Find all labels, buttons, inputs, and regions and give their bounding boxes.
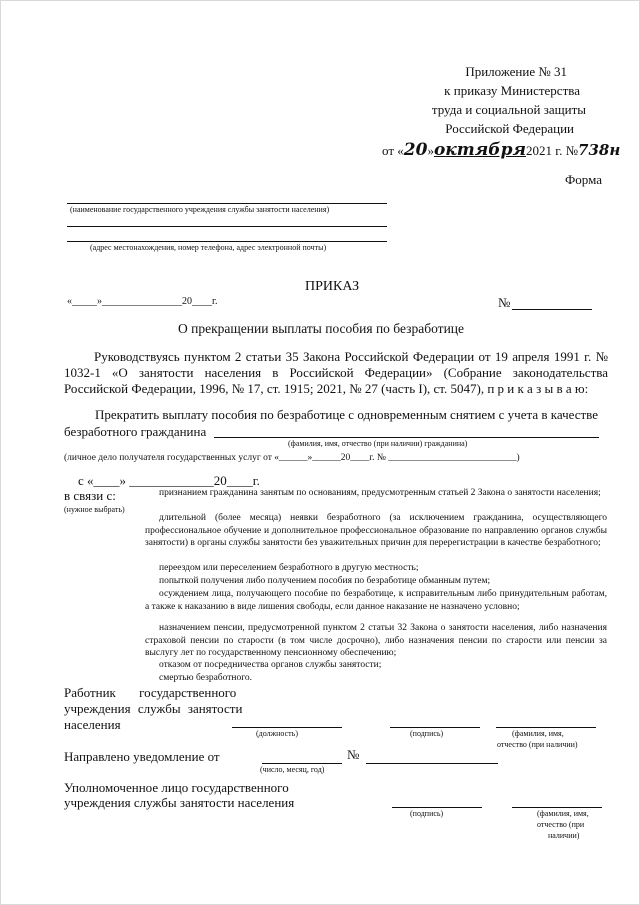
order-title: ПРИКАЗ [305, 279, 360, 294]
header-ministry: труда и социальной защиты [431, 102, 586, 117]
institution-address-line[interactable] [67, 241, 387, 242]
case-file-line: (личное дело получателя государственных услуг от «______»______20____г. № ___________________________) [64, 453, 520, 463]
order-number-label: № [498, 295, 511, 310]
decision-line-1: Прекратить выплату пособия по безработице с одновременным снятием с учета в качестве [95, 407, 599, 422]
authorized-label-1: Уполномоченное лицо государственного [64, 780, 289, 795]
date-year: 2021 г. № [526, 143, 579, 158]
order-preamble: Руководствуясь пунктом 2 статьи 35 Закона Российской Федерации от 19 апреля 1991 г. № 1032-1 «О занятости населения в Российской Федерации» (Собрание законодательства Российской Федерации, 1996, № 17, ст. 1915; 2021, № 27 (часть I), ст. 5047), п р и к а з ы в а ю: [64, 349, 608, 396]
date-prefix: от « [382, 143, 404, 158]
reason-item[interactable]: длительной (более месяца) неявки безработного (за исключением гражданина, осуществляющего профессиональное обучение и дополнительное профессиональное образование по направлению органов службы занятости) в органы службы занятости без уважительных причин для перерегистрации в качестве безработного; [145, 513, 607, 548]
authorized-label-2: учреждения службы занятости населения [64, 795, 295, 810]
notice-label: Направлено уведомление от [64, 749, 220, 764]
notice-date-field[interactable] [262, 763, 342, 764]
date-close-quote: » [427, 143, 434, 158]
citizen-fio-caption: (фамилия, имя, отчество (при наличии) гражданина) [288, 439, 468, 448]
authorized-signature-field[interactable] [392, 807, 482, 808]
fio2-caption-2: отчество (при [537, 820, 585, 829]
worker-signature-field[interactable] [390, 727, 480, 728]
worker-fio-field[interactable] [496, 727, 596, 728]
fio-caption-2: отчество (при наличии) [497, 740, 578, 749]
authorized-fio-field[interactable] [512, 807, 602, 808]
worker-label-3: населения [64, 717, 121, 732]
worker-position-field[interactable] [232, 727, 342, 728]
reason-item[interactable]: смертью безработного. [159, 673, 253, 683]
handwritten-month: октября [433, 140, 526, 160]
header-order-ref: к приказу Министерства [444, 83, 580, 98]
handwritten-number: 738н [578, 141, 621, 159]
signature-caption: (подпись) [410, 729, 444, 738]
termination-date-line: с «____» _____________20____г. [78, 473, 260, 488]
institution-name-line[interactable] [67, 203, 387, 204]
notice-number-field[interactable] [366, 763, 498, 764]
reason-item[interactable]: отказом от посредничества органов службы занятости; [159, 660, 382, 670]
worker-label-2: учреждения службы занятости [64, 701, 243, 716]
reason-item[interactable]: назначением пенсии, предусмотренной пунктом 2 статьи 32 Закона о занятости населения, либо назначения страховой пенсии по старости (в том числе досрочно), либо назначения пенсии по старости или пенсии за выслугу лет по государственному пенсионному обеспечению; [145, 623, 607, 658]
decision-line-2: безработного гражданина [64, 424, 207, 439]
reason-item[interactable]: признанием гражданина занятым по основаниям, предусмотренным статьей 2 Закона о занятости населения; [159, 488, 601, 498]
header-country: Российской Федерации [445, 121, 574, 136]
reason-item[interactable]: попыткой получения либо получением пособия по безработице обманным путем; [159, 576, 491, 586]
order-subject: О прекращении выплаты пособия по безработице [178, 321, 465, 336]
citizen-fio-field[interactable] [214, 437, 599, 438]
order-number-field[interactable] [512, 309, 592, 310]
choose-note: (нужное выбрать) [64, 505, 125, 514]
institution-name-line-2[interactable] [67, 226, 387, 227]
worker-label-1: Работник государственного [64, 685, 237, 700]
handwritten-day: 20 [403, 140, 428, 160]
order-date-line: «_____»________________20____г. [67, 296, 218, 307]
fio2-caption-1: (фамилия, имя, [537, 809, 589, 818]
reason-label: в связи с: [64, 488, 116, 503]
header-date-number [382, 140, 620, 160]
notice-number-label: № [347, 747, 360, 762]
header-appendix: Приложение № 31 [465, 64, 567, 79]
position-caption: (должность) [256, 729, 298, 738]
reason-item[interactable]: переездом или переселением безработного в другую местность; [159, 563, 419, 573]
fio2-caption-3: наличии) [548, 831, 580, 840]
date-caption: (число, месяц, год) [260, 765, 325, 774]
signature-caption-2: (подпись) [410, 809, 444, 818]
reason-item[interactable]: осуждением лица, получающего пособие по безработице, к исправительным либо принудительным работам, а также к наказанию в виде лишения свободы, если данное наказание не назначено условно; [145, 589, 607, 612]
institution-address-caption: (адрес местонахождения, номер телефона, адрес электронной почты) [90, 243, 327, 252]
form-label: Форма [565, 172, 602, 187]
fio-caption-1: (фамилия, имя, [512, 729, 564, 738]
institution-name-caption: (наименование государственного учреждения службы занятости населения) [70, 205, 330, 214]
